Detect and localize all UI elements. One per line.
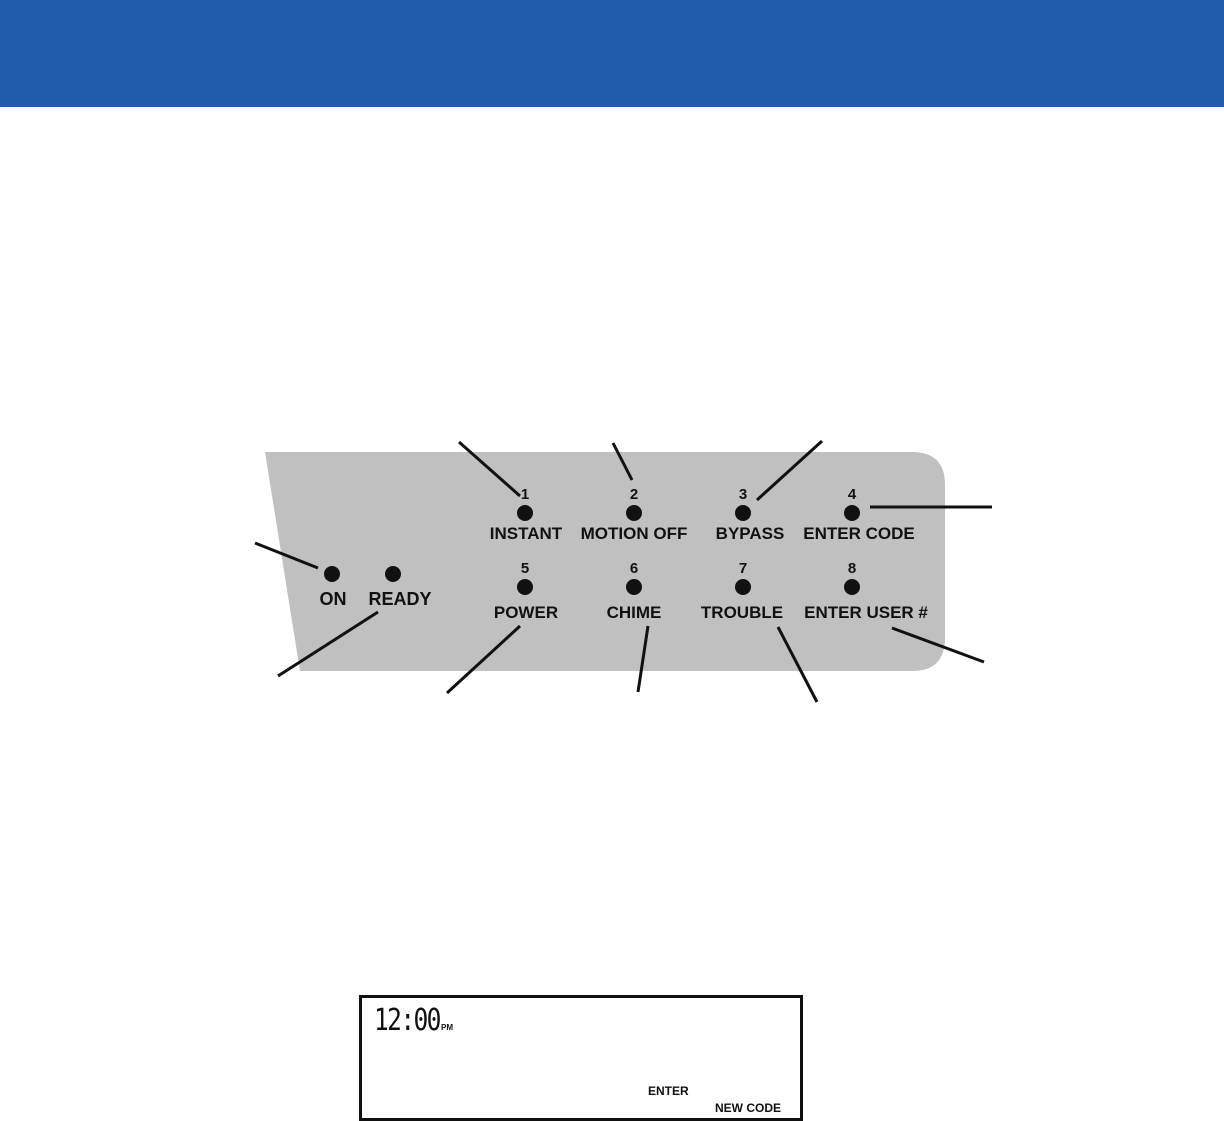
led-8-label: ENTER USER # [804, 603, 928, 622]
led-1-label: INSTANT [489, 524, 563, 543]
led-6 [626, 579, 642, 595]
led-5-number: 5 [520, 560, 530, 577]
led-8-number: 8 [847, 560, 857, 577]
ready-label: READY [368, 589, 432, 609]
lcd-ampm-indicator: PM [441, 1023, 453, 1032]
led-2-number: 2 [629, 486, 639, 503]
led-3-label: BYPASS [715, 524, 785, 543]
led-7-label: TROUBLE [700, 603, 784, 622]
led-6-number: 6 [629, 560, 639, 577]
lcd-enter-label: ENTER [648, 1084, 689, 1098]
led-3-number: 3 [738, 486, 748, 503]
on-led [324, 566, 340, 582]
led-3 [735, 505, 751, 521]
led-2-label: MOTION OFF [580, 524, 688, 543]
lcd-new-code-label: NEW CODE [715, 1101, 781, 1115]
on-label: ON [319, 589, 347, 609]
led-4 [844, 505, 860, 521]
led-8 [844, 579, 860, 595]
led-1-number: 1 [520, 486, 530, 503]
led-4-number: 4 [847, 486, 857, 503]
led-7 [735, 579, 751, 595]
lcd-display [359, 995, 803, 1121]
panel-background [265, 452, 945, 671]
led-6-label: CHIME [606, 603, 662, 622]
led-5 [517, 579, 533, 595]
led-1 [517, 505, 533, 521]
led-5-label: POWER [493, 603, 559, 622]
led-7-number: 7 [738, 560, 748, 577]
led-2 [626, 505, 642, 521]
led-4-label: ENTER CODE [803, 524, 915, 543]
ready-led [385, 566, 401, 582]
lcd-clock: 12:00 [374, 1003, 440, 1038]
